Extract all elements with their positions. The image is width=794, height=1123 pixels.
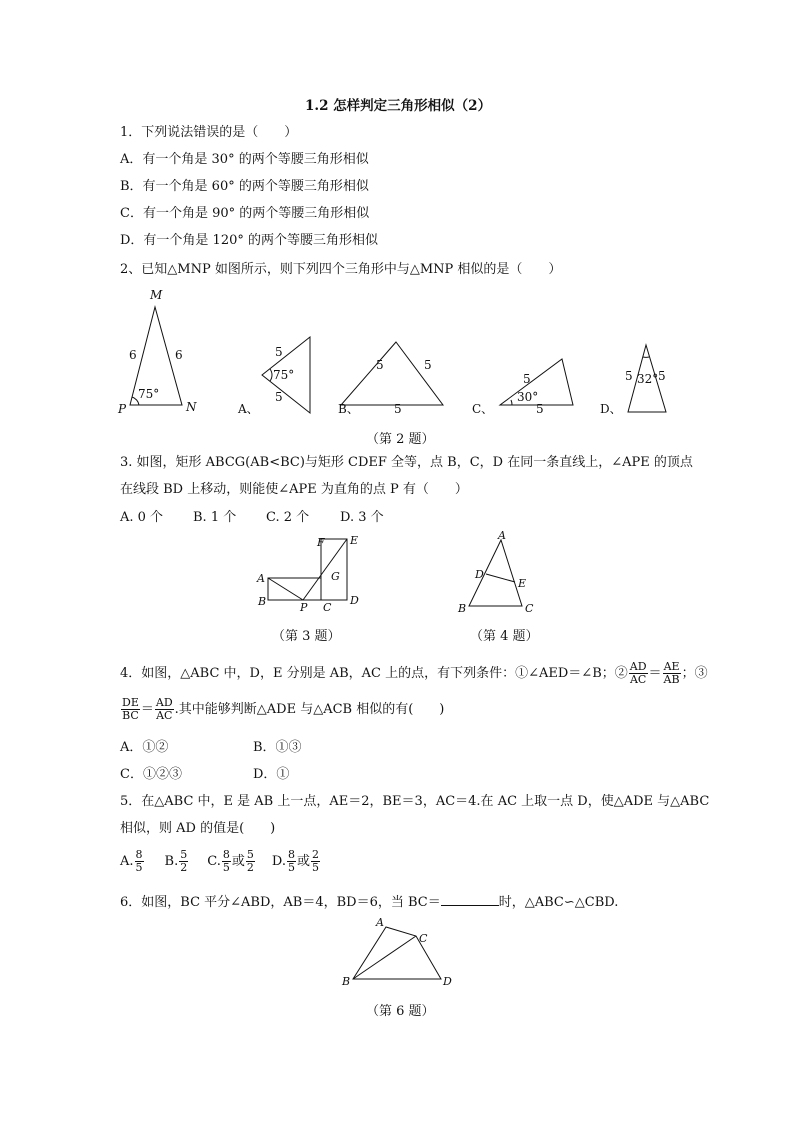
q2-caption: （第 2 题） xyxy=(366,432,435,447)
q3-option-a: A. 0 个 xyxy=(120,510,164,525)
label-p: P xyxy=(300,601,308,614)
label-f: F xyxy=(317,536,325,549)
q5-option-d-label: D. xyxy=(271,854,286,869)
q5-line2: 相似，则 AD 的值是( ) xyxy=(120,821,276,836)
a-side-top: 5 xyxy=(275,345,283,359)
label-e: E xyxy=(518,577,527,590)
label-d: D xyxy=(475,568,484,581)
label-m: M xyxy=(150,288,163,302)
q5-option-b-label: B. xyxy=(164,854,179,869)
d-side-left: 5 xyxy=(625,369,633,383)
q3-option-d: D. 3 个 xyxy=(340,510,384,525)
label-n: N xyxy=(186,400,197,414)
mnp-side-right: 6 xyxy=(175,348,183,362)
q2-figure xyxy=(110,285,690,420)
label-a: A xyxy=(376,916,384,929)
option-d-label: D、 xyxy=(600,402,622,416)
q6-figure xyxy=(335,915,465,990)
q3-line2: 在线段 BD 上移动，则能使∠APE 为直角的点 P 有（ ） xyxy=(120,482,468,497)
label-d: D xyxy=(443,975,452,988)
q5-or-c: 或 xyxy=(231,854,245,869)
q5-frac-8-5-d: $\frac{8}{5}$ xyxy=(287,848,295,874)
q5-option-a-label: A. xyxy=(120,854,134,869)
label-a: A xyxy=(498,530,506,542)
label-d: D xyxy=(350,594,359,607)
q1-option-c: C．有一个角是 90° 的两个等腰三角形相似 xyxy=(120,206,370,221)
label-p: P xyxy=(118,402,127,416)
q3-line1: 3. 如图，矩形 ABCG(AB<BC)与矩形 CDEF 全等，点 B，C，D 在同一条直线上，∠APE 的顶点 xyxy=(120,455,693,470)
q4-stem-line1 xyxy=(120,660,708,688)
q4-text-1: 4．如图，△ABC 中，D，E 分别是 AB，AC 上的点，有下列条件：①∠AED＝∠B；② xyxy=(120,666,628,681)
q5-line1: 5．在△ABC 中，E 是 AB 上一点，AE＝2，BE＝3，AC＝4.在 AC 上取一点 D，使△ADE 与△ABC xyxy=(120,794,710,809)
label-g: G xyxy=(331,570,340,583)
q4-option-d: D．① xyxy=(253,767,290,782)
q1-stem: 1．下列说法错误的是（ ） xyxy=(120,125,298,140)
q3-option-c: C. 2 个 xyxy=(266,510,310,525)
q5-frac-5-2-c: $\frac{5}{2}$ xyxy=(246,848,254,874)
q5-option-c-label: C. xyxy=(207,854,221,869)
option-b-label: B、 xyxy=(338,402,359,416)
fraction-de-bc: $\frac{DE}{BC}$ xyxy=(122,696,139,722)
c-side-hyp: 5 xyxy=(523,372,531,386)
label-c: C xyxy=(323,601,332,614)
label-b: B xyxy=(342,975,351,988)
q4-sep: ；③ xyxy=(681,666,708,681)
label-c: C xyxy=(525,602,534,615)
b-side-bottom: 5 xyxy=(394,402,402,416)
q6-text-after: 时，△ABC∽△CBD. xyxy=(498,895,619,910)
option-a-label: A、 xyxy=(238,402,259,416)
q5-or-d: 或 xyxy=(296,854,310,869)
q3-caption: （第 3 题） xyxy=(272,629,341,644)
q4-caption: （第 4 题） xyxy=(470,629,539,644)
label-b: B xyxy=(258,595,267,608)
label-c: C xyxy=(419,932,428,945)
q4-eq-2: ＝ xyxy=(140,702,154,717)
q4-option-b: B．①③ xyxy=(253,740,302,755)
q6-answer-blank[interactable] xyxy=(441,893,499,906)
q2-stem: 2、已知△MNP 如图所示，则下列四个三角形中与△MNP 相似的是（ ） xyxy=(120,262,562,277)
q5-frac-5-2: $\frac{5}{2}$ xyxy=(180,848,188,874)
a-side-bottom: 5 xyxy=(275,390,283,404)
q6-text-before: 6．如图，BC 平分∠ABD，AB＝4，BD＝6，当 BC＝ xyxy=(120,895,441,910)
fraction-ae-ab: $\frac{AE}{AB}$ xyxy=(663,660,680,686)
q5-options xyxy=(120,848,321,876)
q4-eq-1: ＝ xyxy=(648,666,662,681)
q3-figure xyxy=(255,533,365,615)
d-angle: 32° xyxy=(637,372,659,386)
q1-option-d: D．有一个角是 120° 的两个等腰三角形相似 xyxy=(120,233,379,248)
b-side-right: 5 xyxy=(424,358,432,372)
c-angle: 30° xyxy=(517,390,539,404)
label-a: A xyxy=(257,572,265,585)
b-side-left: 5 xyxy=(376,358,384,372)
page-title: 1.2 怎样判定三角形相似（2） xyxy=(305,98,492,114)
mnp-angle: 75° xyxy=(138,387,160,401)
d-side-right: 5 xyxy=(658,369,666,383)
c-side-bottom: 5 xyxy=(536,402,544,416)
option-c-label: C、 xyxy=(472,402,494,416)
q4-option-c: C．①②③ xyxy=(120,767,182,782)
label-e: E xyxy=(350,534,359,547)
q4-figure xyxy=(452,530,542,618)
q5-frac-8-5: $\frac{8}{5}$ xyxy=(135,848,143,874)
mnp-side-left: 6 xyxy=(129,348,137,362)
q4-stem-line2 xyxy=(120,696,444,724)
triangle-b xyxy=(341,342,443,405)
q6-stem xyxy=(120,893,618,911)
fraction-ad-ac-2: $\frac{AD}{AC}$ xyxy=(155,696,173,722)
fraction-ad-ac: $\frac{AD}{AC}$ xyxy=(629,660,647,686)
label-b: B xyxy=(458,602,467,615)
q4-text-2: .其中能够判断△ADE 与△ACB 相似的有( ) xyxy=(174,702,445,717)
a-angle: 75° xyxy=(273,368,295,382)
q3-option-b: B. 1 个 xyxy=(193,510,237,525)
q1-option-a: A．有一个角是 30° 的两个等腰三角形相似 xyxy=(120,152,369,167)
q6-caption: （第 6 题） xyxy=(366,1004,435,1019)
q1-option-b: B．有一个角是 60° 的两个等腰三角形相似 xyxy=(120,179,369,194)
q5-frac-8-5-c: $\frac{8}{5}$ xyxy=(222,848,230,874)
q5-frac-2-5-d: $\frac{2}{5}$ xyxy=(311,848,319,874)
q4-option-a: A．①② xyxy=(120,740,169,755)
